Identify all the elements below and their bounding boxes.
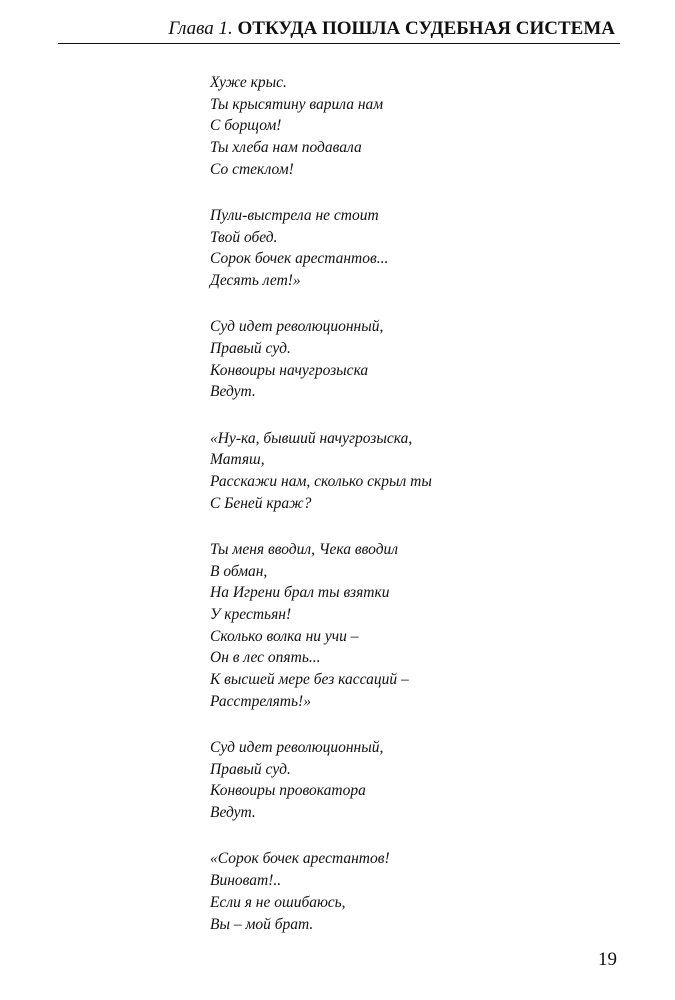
poem-line: Со стеклом! [210,160,294,178]
poem-line: Пули-выстрела не стоит [210,207,379,225]
poem-line: С Беней краж? [210,494,312,512]
poem-line: К высшей мере без кассаций – [210,671,409,689]
poem-line: Виноват!.. [210,872,282,890]
poem-line: На Игрени брал ты взятки [210,584,390,602]
poem-line: Ведут. [210,804,256,822]
poem-line: Матяш, [210,451,265,469]
stanza [210,72,630,181]
running-head [168,19,615,38]
poem-line: Правый суд. [210,340,291,358]
poem-line: Ведут. [210,383,256,401]
poem-line: Конвоиры провокатора [210,782,366,800]
poem-line: С борщом! [210,117,282,135]
poem-line: Расскажи нам, сколько скрыл ты [210,473,432,491]
stanza [210,428,630,515]
poem-line: Ты меня вводил, Чека вводил [210,540,399,558]
poem-line: Суд идет революционный, [210,318,384,336]
poem-line: Суд идет революционный, [210,739,384,757]
chapter-title: ОТКУДА ПОШЛА СУДЕБНАЯ СИСТЕМА [237,18,615,39]
poem-line: Правый суд. [210,760,291,778]
poem-line: «Сорок бочек арестантов! [210,850,390,868]
stanza [210,848,630,935]
poem-line: Твой обед. [210,228,278,246]
stanza [210,737,630,824]
page-number: 19 [598,949,617,970]
poem-line: Ты хлеба нам подавала [210,139,362,157]
poem-line: Расстрелять!» [210,692,311,710]
poem-line: «Ну-ка, бывший начугрозыска, [210,429,413,447]
stanza [210,316,630,403]
poem-line: У крестьян! [210,606,292,624]
poem-line: Вы – мой брат. [210,915,314,933]
stanza [210,205,630,292]
poem-line: Конвоиры начугрозыска [210,361,369,379]
poem-line: Сорок бочек арестантов... [210,250,389,268]
stanza [210,539,630,713]
poem-line: Ты крысятину варила нам [210,95,384,113]
poem-text [210,72,630,960]
poem-line: Если я не ошибаюсь, [210,893,346,911]
chapter-label: Глава 1. [168,18,233,39]
header-rule [58,43,620,44]
poem-line: Десять лет!» [210,272,301,290]
poem-line: Хуже крыс. [210,74,287,91]
poem-line: Сколько волка ни учи – [210,627,359,645]
poem-line: В обман, [210,562,268,580]
poem-line: Он в лес опять... [210,649,321,667]
